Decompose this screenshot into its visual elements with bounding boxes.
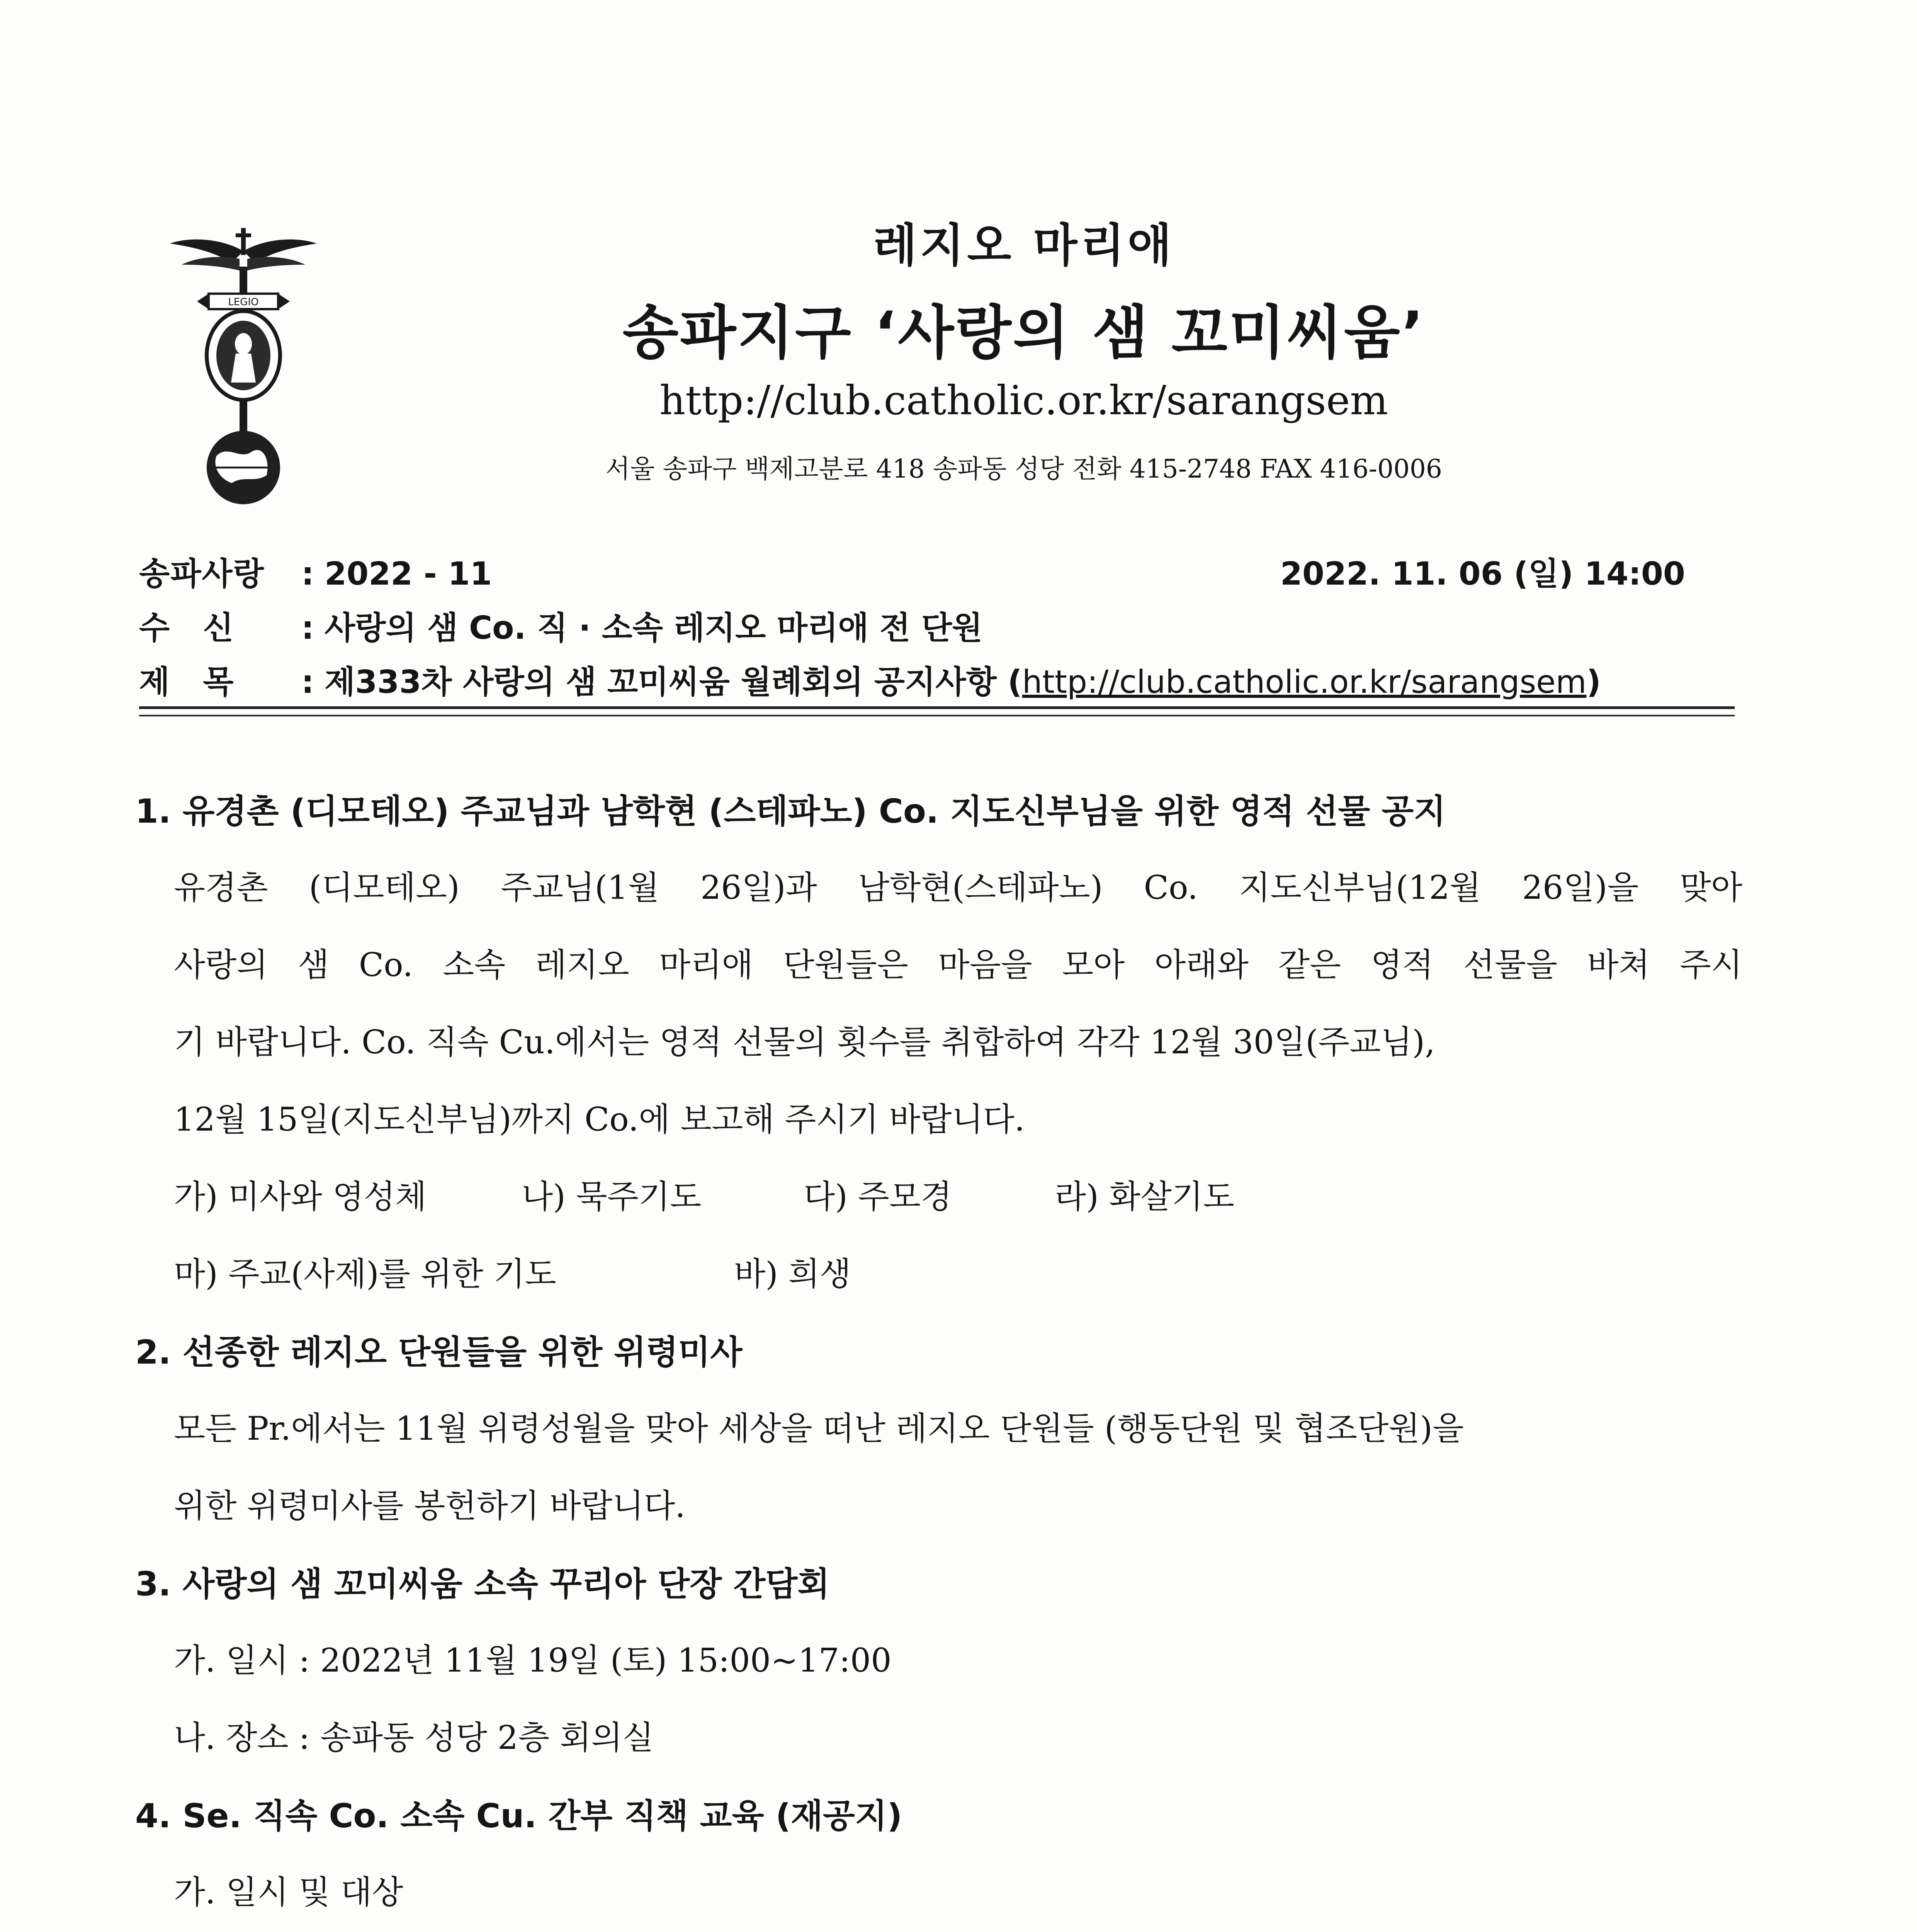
emblem-banner-text: LEGIO	[228, 296, 259, 308]
doc-number-label: 송파사랑	[139, 556, 265, 592]
club-title: 송파지구 ‘사랑의 샘 꼬미씨움’	[622, 299, 1425, 367]
section-2-line-2: 위한 위령미사를 봉헌하기 바랍니다.	[174, 1487, 685, 1525]
header-rule	[139, 706, 1735, 709]
legion-emblem-icon	[166, 228, 321, 506]
doc-number-row: 송파사랑 : 2022 - 11	[139, 549, 492, 594]
recipient-label: 수 신	[139, 610, 235, 646]
section-1-line-3: 기 바랍니다. Co. 직속 Cu.에서는 영적 선물의 횟수를 취합하여 각각 12월 30일(주교님),	[174, 1023, 1435, 1061]
option-f: 바) 희생	[734, 1255, 851, 1293]
org-title: 레지오 마리애	[873, 219, 1175, 272]
header-url: http://club.catholic.or.kr/sarangsem	[659, 377, 1388, 424]
doc-date: 2022. 11. 06 (일) 14:00	[1280, 556, 1685, 592]
option-d: 라) 화살기도	[1055, 1178, 1235, 1216]
section-3-line-2: 나. 장소 : 송파동 성당 2층 회의실	[174, 1719, 654, 1757]
section-2-heading: 2. 선종한 레지오 단원들을 위한 위령미사	[135, 1333, 743, 1372]
section-1-line-4: 12월 15일(지도신부님)까지 Co.에 보고해 주시기 바랍니다.	[174, 1100, 1025, 1138]
header-address: 서울 송파구 백제고분로 418 송파동 성당 전화 415-2748 FAX 416-0006	[605, 454, 1442, 484]
subject-label: 제 목	[139, 664, 235, 701]
subject-row: 제 목 : 제333차 사랑의 샘 꼬미씨움 월례회의 공지사항 (http://club.catholic.or.kr/sarangsem)	[139, 657, 1601, 702]
doc-number: 2022 - 11	[325, 556, 492, 592]
recipient: 사랑의 샘 Co. 직 · 소속 레지오 마리애 전 단원	[325, 610, 983, 646]
header-rule-thin	[139, 715, 1735, 716]
subject-tail: )	[1586, 664, 1601, 701]
recipient-row: 수 신 : 사랑의 샘 Co. 직 · 소속 레지오 마리애 전 단원	[139, 603, 982, 648]
section-2-line-1: 모든 Pr.에서는 11월 위령성월을 맞아 세상을 떠난 레지오 단원들 (행동단원 및 협조단원)을	[174, 1410, 1464, 1447]
section-3-heading: 3. 사랑의 샘 꼬미씨움 소속 꾸리아 단장 간담회	[135, 1565, 830, 1604]
option-c: 다) 주모경	[804, 1178, 952, 1216]
subject: 제333차 사랑의 샘 꼬미씨움 월례회의 공지사항 (	[325, 664, 1022, 701]
option-b: 나) 묵주기도	[522, 1178, 702, 1216]
section-1-heading: 1. 유경촌 (디모테오) 주교님과 남학현 (스테파노) Co. 지도신부님을 위한 영적 선물 공지	[135, 792, 1446, 831]
section-4-line-1: 가. 일시 및 대상	[174, 1873, 403, 1911]
subject-link[interactable]: http://club.catholic.or.kr/sarangsem	[1022, 664, 1587, 701]
option-e: 마) 주교(사제)를 위한 기도	[174, 1255, 556, 1293]
section-1-line-1: 유경촌 (디모테오) 주교님(1월 26일)과 남학현(스테파노) Co. 지도신부님(12월 26일)을 맞아	[174, 869, 1742, 906]
option-a: 가) 미사와 영성체	[174, 1178, 427, 1216]
section-1-line-2: 사랑의 샘 Co. 소속 레지오 마리애 단원들은 마음을 모아 아래와 같은 영적 선물을 바쳐 주시	[174, 946, 1742, 984]
section-3-line-1: 가. 일시 : 2022년 11월 19일 (토) 15:00~17:00	[174, 1641, 892, 1679]
section-4-heading: 4. Se. 직속 Co. 소속 Cu. 간부 직책 교육 (재공지)	[135, 1797, 902, 1835]
